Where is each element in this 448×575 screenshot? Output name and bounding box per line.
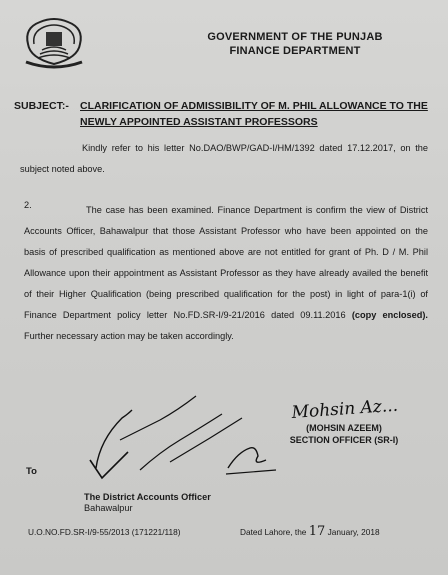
addressee-place: Bahawalpur	[84, 503, 133, 513]
handwritten-date-mark	[228, 448, 266, 468]
addressee-block	[84, 492, 211, 514]
handwritten-scribble-1	[96, 410, 132, 468]
handwritten-scribble-3	[140, 414, 222, 470]
paragraph-2	[24, 200, 428, 347]
tick-mark	[90, 452, 128, 478]
signature-block	[274, 422, 414, 446]
handwritten-signature: Mohsin Az...	[290, 395, 399, 423]
paragraph-1	[20, 138, 428, 180]
underline-stroke	[226, 470, 276, 474]
dated-month-year: January, 2018	[327, 527, 380, 537]
dated-line	[240, 526, 380, 538]
paragraph-2-closing: Further necessary action may be taken accordingly.	[24, 331, 234, 341]
subject-label: SUBJECT:-	[14, 100, 69, 112]
uo-line	[28, 526, 428, 538]
handwritten-scribble-4	[170, 418, 242, 462]
punjab-emblem-icon	[20, 14, 88, 72]
to-label: To	[26, 466, 37, 477]
letterhead	[180, 30, 410, 58]
dated-day: 17	[308, 524, 326, 539]
government-title: GOVERNMENT OF THE PUNJAB	[207, 31, 383, 43]
subject-text: CLARIFICATION OF ADMISSIBILITY OF M. PHIL ALLOWANCE TO THE NEWLY APPOINTED ASSISTANT PROFESSORS	[80, 100, 428, 128]
signatory-designation: SECTION OFFICER (SR-I)	[289, 435, 399, 445]
addressee-name: The District Accounts Officer	[84, 492, 211, 502]
paragraph-1-text: Kindly refer to his letter No.DAO/BWP/GAD-I/HM/1392 dated 17.12.2017, on the subject noted above.	[20, 143, 428, 174]
dated-label: Dated Lahore, the	[240, 527, 307, 537]
department-title: FINANCE DEPARTMENT	[229, 45, 361, 57]
handwritten-scribble-2	[120, 396, 196, 440]
copy-enclosed-note: (copy enclosed).	[351, 310, 428, 320]
uo-number: U.O.NO.FD.SR-I/9-55/2013 (171221/118)	[28, 527, 181, 537]
paragraph-2-number: 2.	[24, 200, 32, 210]
paragraph-2-text: The case has been examined. Finance Department is confirm the view of District Accounts Officer, Bahawalpur that those Assistant Professor who have been appointed on the basis of prescribed qualification as mentioned above are not entitled for grant of Ph. D / M. Phil Allowance upon their appointment as Assistant Professor as they have already availed the benefit of their Higher Qualification (being prescribed qualification for the post) in light of para-1(i) of Finance Department policy letter No.FD.SR-I/9-21/2016 dated 09.11.2016	[24, 205, 428, 320]
signatory-name: (MOHSIN AZEEM)	[306, 423, 382, 433]
